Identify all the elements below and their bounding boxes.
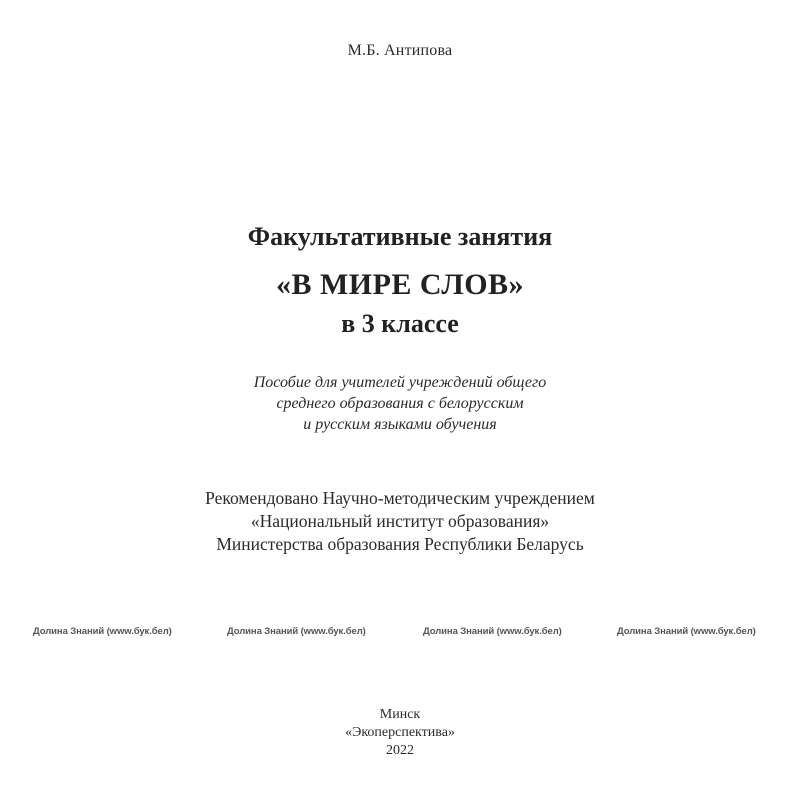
watermark-text: Долина Знаний (www.бук.бел) (617, 626, 756, 637)
watermark-text: Долина Знаний (www.бук.бел) (33, 626, 172, 637)
book-title-line-2: «В МИРЕ СЛОВ» (275, 268, 525, 301)
subtitle-line-2: среднего образования с белорусским (276, 395, 524, 412)
subtitle-line-1: Пособие для учителей учреждений общего (253, 374, 547, 391)
watermark-text: Долина Знаний (www.бук.бел) (227, 626, 366, 637)
book-title-line-3: в 3 классе (341, 309, 459, 338)
book-title-line-1: Факультативные занятия (247, 222, 553, 251)
imprint-publisher: «Экоперспектива» (345, 725, 455, 740)
imprint-city: Минск (379, 707, 421, 722)
subtitle-line-3: и русским языками обучения (303, 416, 497, 433)
recommendation-line-1: Рекомендовано Научно-методическим учреждением (205, 488, 595, 508)
recommendation-line-2: «Национальный институт образования» (250, 511, 550, 531)
recommendation-line-3: Министерства образования Республики Беларусь (216, 534, 584, 554)
watermark-row (0, 626, 800, 642)
imprint-year: 2022 (386, 743, 414, 758)
watermark-text: Долина Знаний (www.бук.бел) (423, 626, 562, 637)
author-name: М.Б. Антипова (347, 42, 453, 59)
